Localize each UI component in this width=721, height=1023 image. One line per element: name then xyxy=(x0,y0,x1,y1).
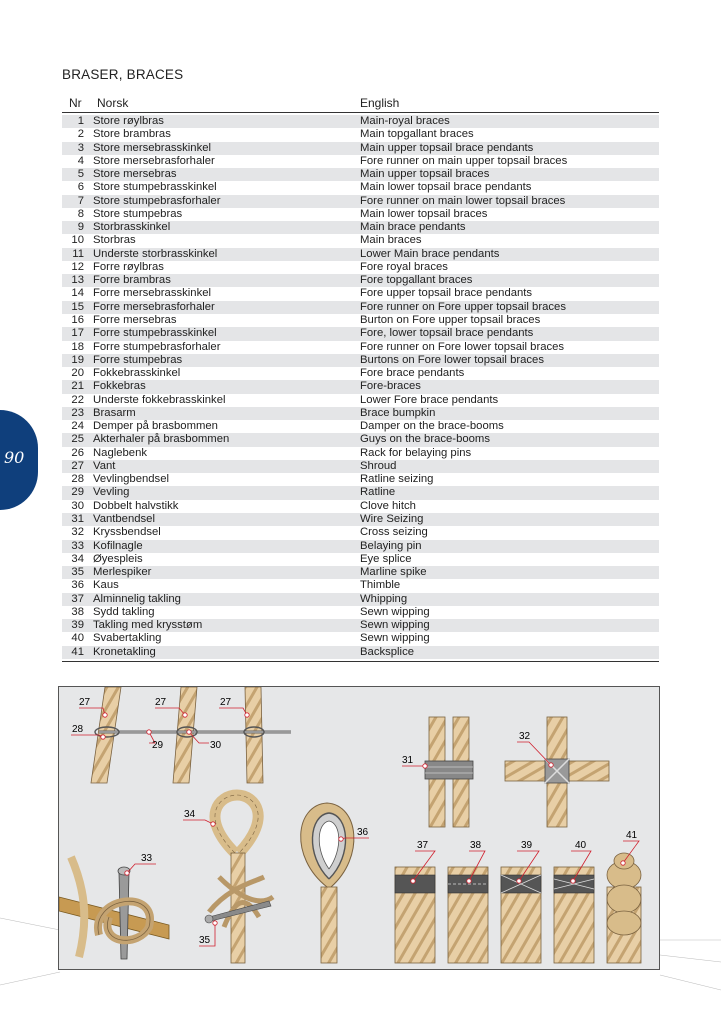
english-term: Wire Seizing xyxy=(360,512,424,525)
row-number: 8 xyxy=(77,207,84,220)
table-row xyxy=(62,646,659,659)
english-term: Sewn wipping xyxy=(360,632,430,645)
row-number: 19 xyxy=(71,353,84,366)
callout-35: 35 xyxy=(199,935,211,946)
norwegian-term: Akterhaler på brasbommen xyxy=(93,433,230,446)
thimble-figure xyxy=(301,803,354,963)
norwegian-term: Forre mersebras xyxy=(93,313,177,326)
row-number: 28 xyxy=(71,473,84,486)
callout-28: 28 xyxy=(72,724,84,735)
english-term: Burton on Fore upper topsail braces xyxy=(360,313,541,326)
row-number: 33 xyxy=(71,539,84,552)
callout-36: 36 xyxy=(357,827,369,838)
english-term: Sewn wipping xyxy=(360,605,430,618)
table-row xyxy=(62,433,659,446)
callout-27-a: 27 xyxy=(79,697,91,708)
table-row xyxy=(62,367,659,380)
table-row xyxy=(62,248,659,261)
row-number: 4 xyxy=(77,154,84,167)
row-number: 15 xyxy=(71,300,84,313)
english-term: Whipping xyxy=(360,592,408,605)
norwegian-term: Store mersebrasskinkel xyxy=(93,141,212,154)
norwegian-term: Forre brambras xyxy=(93,274,171,287)
norwegian-term: Forre mersebrasskinkel xyxy=(93,287,212,300)
callout-37: 37 xyxy=(417,840,429,851)
norwegian-term: Vant xyxy=(93,459,116,472)
belaying-pin-figure xyxy=(59,857,169,959)
row-number: 24 xyxy=(71,420,84,433)
english-term: Guys on the brace-booms xyxy=(360,433,490,446)
row-number: 16 xyxy=(71,313,84,326)
english-term: Main topgallant braces xyxy=(360,128,474,141)
english-term: Ratline xyxy=(360,486,396,499)
norwegian-term: Store brambras xyxy=(93,128,171,141)
page-number: 90 xyxy=(4,448,25,467)
english-term: Main-royal braces xyxy=(360,115,450,127)
wire-seizing-figure xyxy=(425,717,473,827)
english-term: Main braces xyxy=(360,234,422,247)
table-row xyxy=(62,234,659,247)
norwegian-term: Naglebenk xyxy=(93,446,148,459)
callout-38: 38 xyxy=(470,840,482,851)
norwegian-term: Store røylbras xyxy=(93,115,164,127)
column-header-english: English xyxy=(360,96,400,110)
english-term: Main lower topsail braces xyxy=(360,207,488,220)
column-header-norsk: Norsk xyxy=(97,96,129,110)
norwegian-term: Alminnelig takling xyxy=(93,592,181,605)
english-term: Cross seizing xyxy=(360,526,428,539)
english-term: Lower Fore brace pendants xyxy=(360,393,499,406)
norwegian-term: Brasarm xyxy=(93,406,136,419)
norwegian-term: Store mersebras xyxy=(93,168,177,181)
row-number: 36 xyxy=(71,579,84,592)
norwegian-term: Forre mersebrasforhaler xyxy=(93,300,215,313)
row-number: 26 xyxy=(71,446,84,459)
norwegian-term: Vevling xyxy=(93,486,130,499)
table-row xyxy=(62,593,659,606)
table-row xyxy=(62,632,659,645)
backsplice-figure xyxy=(607,853,641,963)
row-number: 7 xyxy=(77,194,84,207)
row-number: 17 xyxy=(71,327,84,340)
row-number: 10 xyxy=(71,234,84,247)
row-number: 9 xyxy=(77,221,84,234)
english-term: Fore runner on main lower topsail braces xyxy=(360,194,566,207)
norwegian-term: Store stumpebrasskinkel xyxy=(93,181,217,194)
row-number: 39 xyxy=(71,619,84,632)
english-term: Sewn wipping xyxy=(360,619,430,632)
english-term: Thimble xyxy=(360,579,401,592)
callout-29: 29 xyxy=(152,740,164,751)
knots-illustration xyxy=(59,687,661,971)
norwegian-term: Forre røylbras xyxy=(93,260,164,273)
english-term: Fore, lower topsail brace pendants xyxy=(360,327,534,340)
english-term: Lower Main brace pendants xyxy=(360,247,500,260)
english-term: Fore-braces xyxy=(360,380,421,393)
row-number: 23 xyxy=(71,406,84,419)
english-term: Rack for belaying pins xyxy=(360,446,472,459)
row-number: 37 xyxy=(71,592,84,605)
norwegian-term: Sydd takling xyxy=(93,605,155,618)
english-term: Main upper topsail brace pendants xyxy=(360,141,534,154)
english-term: Eye splice xyxy=(360,552,412,565)
row-number: 2 xyxy=(77,128,84,141)
english-term: Fore brace pendants xyxy=(360,367,465,380)
table-row xyxy=(62,208,659,221)
norwegian-term: Forre stumpebrasskinkel xyxy=(93,327,217,340)
row-number: 38 xyxy=(71,605,84,618)
norwegian-term: Store mersebrasforhaler xyxy=(93,154,215,167)
table-bottom-rule xyxy=(62,661,659,662)
norwegian-term: Øyespleis xyxy=(93,552,143,565)
english-term: Burtons on Fore lower topsail braces xyxy=(360,353,544,366)
norwegian-term: Demper på brasbommen xyxy=(93,420,218,433)
table-row xyxy=(62,115,659,128)
row-number: 1 xyxy=(77,115,84,127)
callout-39: 39 xyxy=(521,840,533,851)
row-number: 25 xyxy=(71,433,84,446)
table-row xyxy=(62,354,659,367)
table-row xyxy=(62,553,659,566)
english-term: Backsplice xyxy=(360,645,414,658)
header-rule xyxy=(62,112,659,113)
english-term: Fore runner on Fore lower topsail braces xyxy=(360,340,565,353)
table-row xyxy=(62,274,659,287)
row-number: 41 xyxy=(71,645,84,658)
english-term: Fore runner on Fore upper topsail braces xyxy=(360,300,566,313)
english-term: Main brace pendants xyxy=(360,221,466,234)
table-row xyxy=(62,513,659,526)
row-number: 18 xyxy=(71,340,84,353)
english-term: Main lower topsail brace pendants xyxy=(360,181,532,194)
norwegian-term: Kofilnagle xyxy=(93,539,143,552)
shroud-ratline-figure xyxy=(91,687,291,783)
table-row xyxy=(62,327,659,340)
table-row xyxy=(62,566,659,579)
table-row xyxy=(62,261,659,274)
callout-31: 31 xyxy=(402,755,414,766)
norwegian-term: Forre stumpebrasforhaler xyxy=(93,340,221,353)
norwegian-term: Underste storbrasskinkel xyxy=(93,247,218,260)
table-row xyxy=(62,606,659,619)
english-term: Main upper topsail braces xyxy=(360,168,490,181)
knots-illustration-panel xyxy=(58,686,660,970)
terms-table xyxy=(62,115,659,659)
english-term: Clove hitch xyxy=(360,499,416,512)
row-number: 30 xyxy=(71,499,84,512)
whipping-figures xyxy=(395,867,594,963)
row-number: 6 xyxy=(77,181,84,194)
english-term: Fore runner on main upper topsail braces xyxy=(360,154,568,167)
table-row xyxy=(62,473,659,486)
table-row xyxy=(62,142,659,155)
row-number: 5 xyxy=(77,168,84,181)
norwegian-term: Fokkebrasskinkel xyxy=(93,367,181,380)
norwegian-term: Store stumpebras xyxy=(93,207,183,220)
english-term: Shroud xyxy=(360,459,397,472)
table-row xyxy=(62,155,659,168)
callout-34: 34 xyxy=(184,809,196,820)
table-row xyxy=(62,181,659,194)
norwegian-term: Vantbendsel xyxy=(93,512,155,525)
row-number: 34 xyxy=(71,552,84,565)
table-row xyxy=(62,341,659,354)
row-number: 27 xyxy=(71,459,84,472)
norwegian-term: Kryssbendsel xyxy=(93,526,161,539)
table-row xyxy=(62,301,659,314)
norwegian-term: Storbrasskinkel xyxy=(93,221,171,234)
row-number: 22 xyxy=(71,393,84,406)
norwegian-term: Fokkebras xyxy=(93,380,146,393)
row-number: 29 xyxy=(71,486,84,499)
row-number: 12 xyxy=(71,260,84,273)
table-row xyxy=(62,540,659,553)
callout-40: 40 xyxy=(575,840,587,851)
norwegian-term: Kaus xyxy=(93,579,119,592)
english-term: Damper on the brace-booms xyxy=(360,420,504,433)
english-term: Fore topgallant braces xyxy=(360,274,473,287)
callout-30: 30 xyxy=(210,740,222,751)
table-row xyxy=(62,221,659,234)
norwegian-term: Svabertakling xyxy=(93,632,162,645)
norwegian-term: Forre stumpebras xyxy=(93,353,183,366)
norwegian-term: Storbras xyxy=(93,234,136,247)
table-row xyxy=(62,619,659,632)
table-row xyxy=(62,420,659,433)
row-number: 40 xyxy=(71,632,84,645)
table-row xyxy=(62,168,659,181)
row-number: 20 xyxy=(71,367,84,380)
table-row xyxy=(62,407,659,420)
table-row xyxy=(62,579,659,592)
page-title: BRASER, BRACES xyxy=(62,67,184,82)
english-term: Fore royal braces xyxy=(360,260,448,273)
norwegian-term: Merlespiker xyxy=(93,566,152,579)
row-number: 35 xyxy=(71,566,84,579)
table-row xyxy=(62,195,659,208)
table-row xyxy=(62,380,659,393)
table-row xyxy=(62,128,659,141)
column-header-nr: Nr xyxy=(69,96,82,110)
row-number: 3 xyxy=(77,141,84,154)
row-number: 13 xyxy=(71,274,84,287)
table-row xyxy=(62,486,659,499)
callout-41: 41 xyxy=(626,830,638,841)
english-term: Ratline seizing xyxy=(360,473,434,486)
norwegian-term: Takling med krysstøm xyxy=(93,619,203,632)
table-row xyxy=(62,526,659,539)
table-row xyxy=(62,287,659,300)
english-term: Marline spike xyxy=(360,566,427,579)
english-term: Fore upper topsail brace pendants xyxy=(360,287,533,300)
row-number: 31 xyxy=(71,512,84,525)
norwegian-term: Kronetakling xyxy=(93,645,156,658)
row-number: 14 xyxy=(71,287,84,300)
table-row xyxy=(62,394,659,407)
callout-32: 32 xyxy=(519,731,531,742)
norwegian-term: Underste fokkebrasskinkel xyxy=(93,393,226,406)
english-term: Brace bumpkin xyxy=(360,406,436,419)
callout-27-b: 27 xyxy=(155,697,167,708)
table-row xyxy=(62,500,659,513)
callout-33: 33 xyxy=(141,853,153,864)
row-number: 32 xyxy=(71,526,84,539)
norwegian-term: Vevlingbendsel xyxy=(93,473,170,486)
norwegian-term: Dobbelt halvstikk xyxy=(93,499,179,512)
table-row xyxy=(62,460,659,473)
table-row xyxy=(62,447,659,460)
norwegian-term: Store stumpebrasforhaler xyxy=(93,194,221,207)
table-row xyxy=(62,314,659,327)
row-number: 11 xyxy=(72,247,84,260)
callout-27-c: 27 xyxy=(220,697,232,708)
row-number: 21 xyxy=(71,380,84,393)
english-term: Belaying pin xyxy=(360,539,422,552)
